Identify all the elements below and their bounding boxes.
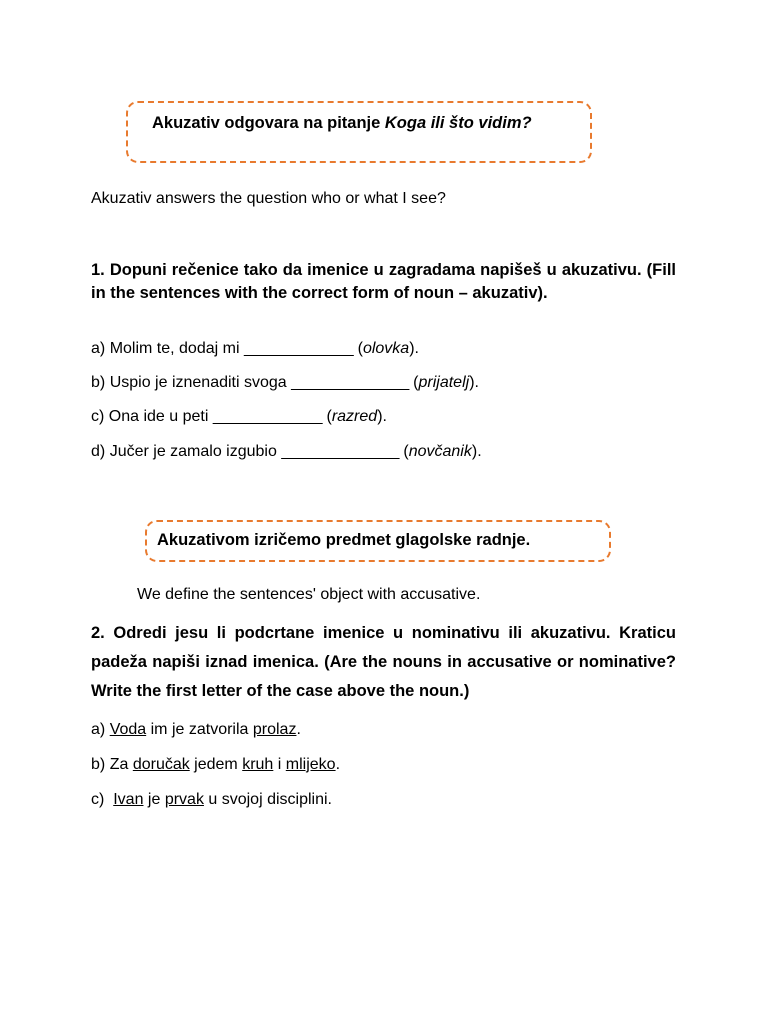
item-end: . <box>335 756 341 773</box>
item-end: ). <box>471 443 482 460</box>
rule-box-akuzativ-object <box>145 520 611 562</box>
item-noun: razred <box>331 408 378 425</box>
item-end: ). <box>409 340 419 357</box>
task1-instruction: 1. Dopuni rečenice tako da imenice u zagradama napišeš u akuzativu. (Fill in the sentences with the correct form of noun – akuzativ). <box>91 261 676 302</box>
underlined-noun: prolaz <box>252 721 297 738</box>
answer-blank[interactable]: ______________ <box>291 374 409 391</box>
intro-english: Akuzativ answers the question who or what I see? <box>91 190 446 207</box>
item-text: u svojoj disciplini. <box>203 791 332 808</box>
item-text: je <box>143 791 165 808</box>
define-english: We define the sentences' object with accusative. <box>137 586 481 603</box>
task1-item-b: b) Uspio je iznenaditi svoga ______________ (prijatelj). <box>91 374 479 391</box>
underlined-noun: Voda <box>109 721 147 738</box>
item-end: ). <box>377 408 387 425</box>
underlined-noun: doručak <box>132 756 190 773</box>
underlined-noun: mlijeko <box>285 756 336 773</box>
item-text: Uspio je iznenaditi svoga <box>109 374 287 391</box>
item-text: Molim te, dodaj mi <box>109 340 240 357</box>
item-letter: b) <box>91 374 106 391</box>
rule-prefix: Akuzativ odgovara na pitanje <box>152 114 385 132</box>
item-letter: b) <box>91 756 106 773</box>
rule-box-akuzativ-question <box>126 101 592 163</box>
rule-question: Koga ili što vidim? <box>384 114 532 132</box>
answer-blank[interactable]: _____________ <box>212 408 323 425</box>
underlined-noun: Ivan <box>113 791 144 808</box>
item-text: jedem <box>189 756 243 773</box>
item-text: Za <box>109 756 133 773</box>
task1-item-d: d) Jučer je zamalo izgubio ______________ (novčanik). <box>91 443 482 460</box>
item-noun: prijatelj <box>418 374 470 391</box>
item-text: Ona ide u peti <box>108 408 209 425</box>
item-text: i <box>273 756 286 773</box>
rule-box-text: Akuzativom izričemo predmet glagolske radnje. <box>157 531 531 549</box>
rule-box-text <box>152 114 532 133</box>
task1-item-a: a) Molim te, dodaj mi _____________ (olovka). <box>91 340 419 357</box>
task2-item-b <box>91 756 340 774</box>
underlined-noun: kruh <box>242 756 274 773</box>
item-end: ). <box>469 374 479 391</box>
answer-blank[interactable]: ______________ <box>281 443 399 460</box>
item-letter: c) <box>91 408 105 425</box>
underlined-noun: prvak <box>164 791 204 808</box>
item-letter: c) <box>91 791 105 808</box>
item-letter: a) <box>91 721 106 738</box>
item-noun: olovka <box>362 340 410 357</box>
item-noun: novčanik <box>408 443 472 460</box>
task2-instruction: 2. Odredi jesu li podcrtane imenice u nominativu ili akuzativu. Kraticu padeža napiši iznad imenica. (Are the nouns in accusative or nominative? Write the first letter of the case above the noun.) <box>91 624 676 700</box>
item-letter: a) <box>91 340 106 357</box>
task2-item-a <box>91 721 301 739</box>
item-text: Jučer je zamalo izgubio <box>109 443 277 460</box>
task1-item-c: c) Ona ide u peti _____________ (razred). <box>91 408 387 425</box>
task2-item-c <box>91 791 332 809</box>
answer-blank[interactable]: _____________ <box>243 340 354 357</box>
item-letter: d) <box>91 443 106 460</box>
item-text: im je zatvorila <box>146 721 253 738</box>
item-end: . <box>296 721 301 738</box>
